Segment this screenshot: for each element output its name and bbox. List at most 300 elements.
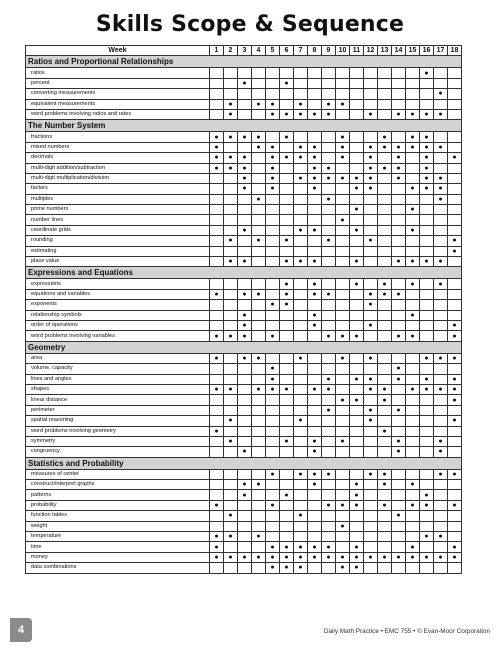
week-dot-icon: ● [392,163,406,173]
week-cell [378,89,392,99]
week-dot-icon: ● [364,109,378,119]
week-cell [266,289,280,299]
week-dot-icon: ● [266,173,280,183]
skill-label: equations and variables [26,289,210,299]
week-cell [224,364,238,374]
week-cell [224,215,238,225]
week-dot-icon: ● [238,353,252,363]
week-dot-icon: ● [364,405,378,415]
week-cell [266,405,280,415]
week-dot-icon: ● [434,142,448,152]
week-cell [378,194,392,204]
week-cell [364,511,378,521]
week-cell [406,300,420,310]
week-cell [434,236,448,246]
week-cell [294,320,308,330]
week-dot-icon: ● [406,384,420,394]
skill-label: data combinations [26,563,210,573]
week-cell [406,416,420,426]
week-dot-icon: ● [364,469,378,479]
week-cell [434,563,448,573]
week-cell [392,225,406,235]
week-cell [294,500,308,510]
week-cell [224,300,238,310]
week-cell [266,320,280,330]
week-cell [280,215,294,225]
week-cell [238,416,252,426]
skill-label: time [26,542,210,552]
week-dot-icon: ● [350,173,364,183]
week-cell [420,236,434,246]
week-cell [364,132,378,142]
week-cell [350,436,364,446]
week-cell [434,374,448,384]
week-cell [280,416,294,426]
week-cell [238,436,252,446]
week-dot-icon: ● [364,153,378,163]
skill-label: multiples [26,194,210,204]
week-dot-icon: ● [406,257,420,267]
week-dot-icon: ● [336,215,350,225]
week-cell [322,447,336,457]
week-dot-icon: ● [420,353,434,363]
week-cell [294,395,308,405]
week-dot-icon: ● [266,364,280,374]
week-cell [406,173,420,183]
week-dot-icon: ● [392,289,406,299]
skill-label: expressions [26,279,210,289]
week-dot-icon: ● [336,173,350,183]
week-cell [294,426,308,436]
week-cell [238,109,252,119]
week-cell [238,364,252,374]
week-cell [308,78,322,88]
week-dot-icon: ● [420,153,434,163]
week-cell [336,364,350,374]
week-dot-icon: ● [364,320,378,330]
skill-row [26,469,462,479]
week-cell [308,205,322,215]
week-dot-icon: ● [252,194,266,204]
week-dot-icon: ● [378,279,392,289]
week-dot-icon: ● [336,142,350,152]
week-cell [210,436,224,446]
week-dot-icon: ● [378,163,392,173]
week-cell [238,395,252,405]
skill-label: patterns [26,490,210,500]
week-cell [350,289,364,299]
week-cell [448,426,462,436]
week-cell [406,469,420,479]
week-cell [280,521,294,531]
week-cell [406,89,420,99]
week-dot-icon: ● [378,142,392,152]
week-cell [308,215,322,225]
week-dot-icon: ● [308,542,322,552]
week-cell [378,215,392,225]
week-cell [280,511,294,521]
skill-row [26,225,462,235]
week-cell [308,132,322,142]
week-cell [280,142,294,152]
week-cell [322,215,336,225]
week-cell [350,300,364,310]
week-cell [350,469,364,479]
week-dot-icon: ● [210,153,224,163]
week-cell [350,353,364,363]
week-cell [406,405,420,415]
week-cell [252,405,266,415]
week-cell [364,364,378,374]
week-dot-icon: ● [294,563,308,573]
week-cell [266,395,280,405]
week-cell [364,205,378,215]
skill-label: congruency [26,447,210,457]
week-dot-icon: ● [420,109,434,119]
week-cell [448,78,462,88]
week-cell [266,68,280,78]
week-cell [392,521,406,531]
skill-label: mixed numbers [26,142,210,152]
skill-row [26,374,462,384]
week-dot-icon: ● [224,236,238,246]
week-cell [336,511,350,521]
week-cell [252,78,266,88]
week-dot-icon: ● [322,331,336,341]
week-dot-icon: ● [224,109,238,119]
week-dot-icon: ● [406,542,420,552]
week-cell [294,436,308,446]
week-cell [252,279,266,289]
week-cell [420,246,434,256]
week-cell [224,500,238,510]
week-dot-icon: ● [406,552,420,562]
week-dot-icon: ● [210,384,224,394]
skill-label: place value [26,257,210,267]
week-cell [252,300,266,310]
week-dot-icon: ● [350,395,364,405]
week-cell [336,480,350,490]
week-dot-icon: ● [336,99,350,109]
week-cell [336,532,350,542]
week-dot-icon: ● [378,500,392,510]
week-cell [210,469,224,479]
week-dot-icon: ● [378,132,392,142]
week-cell [434,300,448,310]
week-cell [280,320,294,330]
week-dot-icon: ● [238,153,252,163]
week-dot-icon: ● [364,552,378,562]
week-cell [280,310,294,320]
skill-row [26,384,462,394]
week-cell [448,310,462,320]
week-dot-icon: ● [336,500,350,510]
skill-row [26,142,462,152]
week-cell [266,521,280,531]
week-dot-icon: ● [434,173,448,183]
week-dot-icon: ● [322,109,336,119]
week-cell [322,184,336,194]
week-dot-icon: ● [420,384,434,394]
skill-row [26,480,462,490]
week-cell [280,89,294,99]
week-cell [392,194,406,204]
week-cell [420,480,434,490]
week-cell [238,236,252,246]
week-dot-icon: ● [266,163,280,173]
week-cell [448,490,462,500]
week-cell [378,109,392,119]
week-cell [420,310,434,320]
week-cell [406,289,420,299]
week-cell [420,447,434,457]
week-dot-icon: ● [364,300,378,310]
week-cell [448,163,462,173]
week-cell [294,215,308,225]
week-dot-icon: ● [322,469,336,479]
week-cell [280,68,294,78]
skill-label: ratios [26,68,210,78]
skill-label: area [26,353,210,363]
week-cell [392,246,406,256]
week-cell [434,521,448,531]
week-dot-icon: ● [448,416,462,426]
week-dot-icon: ● [336,563,350,573]
week-cell [420,395,434,405]
week-cell [280,225,294,235]
week-cell [210,99,224,109]
week-cell [350,320,364,330]
week-dot-icon: ● [210,331,224,341]
week-cell [336,426,350,436]
skill-label: construct/interpret graphs [26,480,210,490]
week-dot-icon: ● [350,184,364,194]
week-cell [210,246,224,256]
week-dot-icon: ● [252,353,266,363]
page-title: Skills Scope & Sequence [95,12,405,37]
week-cell [210,447,224,457]
week-dot-icon: ● [448,353,462,363]
week-cell [238,300,252,310]
week-cell [448,511,462,521]
week-cell [434,395,448,405]
week-cell [266,225,280,235]
week-cell [336,279,350,289]
week-cell [336,320,350,330]
week-cell [252,542,266,552]
week-cell [350,447,364,457]
week-dot-icon: ● [406,109,420,119]
week-cell [378,225,392,235]
week-dot-icon: ● [392,374,406,384]
week-cell [308,416,322,426]
skill-row [26,89,462,99]
week-cell [266,310,280,320]
week-cell [336,447,350,457]
week-cell [378,173,392,183]
week-cell [252,184,266,194]
week-cell [448,436,462,446]
week-cell [448,447,462,457]
week-dot-icon: ● [448,320,462,330]
week-dot-icon: ● [434,184,448,194]
skill-label: word problems involving variables [26,331,210,341]
week-dot-icon: ● [350,563,364,573]
week-dot-icon: ● [364,353,378,363]
week-cell [378,436,392,446]
week-dot-icon: ● [266,374,280,384]
week-cell [378,353,392,363]
week-cell [378,205,392,215]
skill-row [26,395,462,405]
week-dot-icon: ● [238,289,252,299]
week-cell [378,300,392,310]
week-number-header: 10 [336,46,350,56]
week-cell [434,480,448,490]
week-dot-icon: ● [308,384,322,394]
week-dot-icon: ● [350,331,364,341]
week-cell [420,279,434,289]
week-cell [224,542,238,552]
week-cell [280,194,294,204]
week-cell [378,331,392,341]
week-cell [406,426,420,436]
week-dot-icon: ● [420,163,434,173]
week-cell [392,469,406,479]
week-dot-icon: ● [280,236,294,246]
week-cell [308,532,322,542]
week-dot-icon: ● [434,447,448,457]
week-cell [434,132,448,142]
week-dot-icon: ● [238,310,252,320]
week-cell [378,320,392,330]
week-cell [420,215,434,225]
week-cell [406,353,420,363]
week-cell [378,236,392,246]
week-dot-icon: ● [294,109,308,119]
week-cell [322,563,336,573]
week-dot-icon: ● [420,68,434,78]
week-dot-icon: ● [420,500,434,510]
week-dot-icon: ● [448,395,462,405]
week-dot-icon: ● [420,173,434,183]
week-dot-icon: ● [266,109,280,119]
week-dot-icon: ● [434,532,448,542]
week-cell [392,279,406,289]
week-cell [252,310,266,320]
week-cell [392,132,406,142]
week-dot-icon: ● [294,416,308,426]
week-cell [322,153,336,163]
week-cell [448,532,462,542]
week-cell [210,490,224,500]
week-cell [420,469,434,479]
week-cell [224,490,238,500]
week-dot-icon: ● [252,480,266,490]
week-dot-icon: ● [392,364,406,374]
week-cell [406,246,420,256]
week-cell [266,436,280,446]
week-cell [322,521,336,531]
week-cell [420,194,434,204]
week-dot-icon: ● [280,300,294,310]
week-cell [294,384,308,394]
week-cell [238,511,252,521]
week-cell [252,225,266,235]
week-cell [336,469,350,479]
week-dot-icon: ● [308,436,322,446]
week-dot-icon: ● [406,205,420,215]
week-cell [210,236,224,246]
week-dot-icon: ● [294,99,308,109]
week-dot-icon: ● [280,563,294,573]
week-cell [392,416,406,426]
week-cell [336,109,350,119]
week-cell [224,68,238,78]
week-cell [448,132,462,142]
week-dot-icon: ● [294,353,308,363]
skill-row [26,132,462,142]
week-cell [308,89,322,99]
week-dot-icon: ● [364,184,378,194]
week-cell [294,194,308,204]
week-dot-icon: ● [364,236,378,246]
week-cell [364,480,378,490]
week-cell [210,68,224,78]
week-cell [280,331,294,341]
week-dot-icon: ● [420,142,434,152]
week-cell [294,246,308,256]
week-dot-icon: ● [434,257,448,267]
section-header-row [26,56,462,68]
week-cell [308,374,322,384]
week-dot-icon: ● [238,552,252,562]
week-number-header: 5 [266,46,280,56]
skill-label: multi-digit multiplication/division [26,173,210,183]
week-dot-icon: ● [238,490,252,500]
week-cell [266,89,280,99]
skill-label: linear distance [26,395,210,405]
week-cell [364,257,378,267]
week-cell [420,542,434,552]
week-dot-icon: ● [308,184,322,194]
week-dot-icon: ● [210,163,224,173]
week-cell [210,194,224,204]
week-cell [448,257,462,267]
week-dot-icon: ● [210,289,224,299]
week-dot-icon: ● [308,225,322,235]
week-cell [280,532,294,542]
week-dot-icon: ● [294,173,308,183]
week-cell [266,426,280,436]
week-cell [210,89,224,99]
week-cell [252,436,266,446]
week-cell [350,426,364,436]
week-cell [336,289,350,299]
week-cell [406,521,420,531]
week-cell [280,353,294,363]
week-cell [322,68,336,78]
skill-label: function tables [26,511,210,521]
week-dot-icon: ● [210,132,224,142]
week-dot-icon: ● [238,225,252,235]
week-cell [224,521,238,531]
week-number-header: 16 [420,46,434,56]
week-cell [210,416,224,426]
week-dot-icon: ● [322,289,336,299]
week-cell [420,364,434,374]
week-number-header: 2 [224,46,238,56]
